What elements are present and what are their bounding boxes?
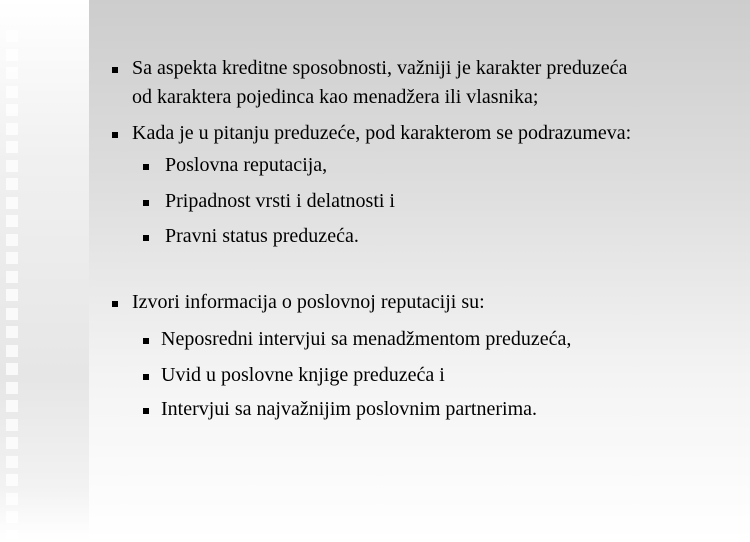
decorative-square — [6, 437, 18, 449]
decorative-square — [6, 30, 18, 42]
decorative-square — [6, 197, 18, 209]
decorative-square — [6, 345, 18, 357]
bullet-item: Izvori informacija o poslovnoj reputaciji su: — [132, 291, 485, 313]
decorative-square — [6, 49, 18, 61]
sub-bullet-item: Pripadnost vrsti i delatnosti i — [165, 190, 395, 212]
bullet-icon — [143, 408, 149, 414]
decorative-square — [6, 419, 18, 431]
sub-bullet-item: Poslovna reputacija, — [165, 154, 328, 176]
decorative-square — [6, 234, 18, 246]
sub-bullet-item: Neposredni intervjui sa menadžmentom preduzeća, — [161, 328, 572, 350]
decorative-square — [6, 104, 18, 116]
bullet-icon — [112, 301, 118, 307]
bullet-icon — [112, 132, 118, 138]
decorative-square — [6, 363, 18, 375]
decorative-square — [6, 308, 18, 320]
decorative-square — [6, 86, 18, 98]
bullet-item: Kada je u pitanju preduzeće, pod karakterom se podrazumeva: — [132, 122, 632, 144]
bullet-icon — [143, 338, 149, 344]
decorative-square — [6, 271, 18, 283]
decorative-square — [6, 493, 18, 505]
decorative-square — [6, 141, 18, 153]
bullet-icon — [143, 374, 149, 380]
decorative-square — [6, 474, 18, 486]
bullet-icon — [143, 235, 149, 241]
decorative-square — [6, 456, 18, 468]
bullet-icon — [143, 200, 149, 206]
decorative-square — [6, 160, 18, 172]
decorative-square — [6, 123, 18, 135]
bullet-icon — [112, 67, 118, 73]
decorative-square — [6, 215, 18, 227]
bullet-item: Sa aspekta kreditne sposobnosti, važniji je karakter preduzeća — [132, 57, 628, 79]
sub-bullet-item: Pravni status preduzeća. — [165, 225, 359, 247]
decorative-square — [6, 67, 18, 79]
bullet-item: od karaktera pojedinca kao menadžera ili vlasnika; — [132, 86, 539, 108]
decorative-square — [6, 178, 18, 190]
bullet-icon — [143, 164, 149, 170]
slide-content-area — [89, 0, 750, 540]
decorative-square — [6, 252, 18, 264]
sub-bullet-item: Intervjui sa najvažnijim poslovnim partnerima. — [161, 398, 538, 420]
decorative-square — [6, 326, 18, 338]
sub-bullet-item: Uvid u poslovne knjige preduzeća i — [161, 364, 445, 386]
decorative-square — [6, 382, 18, 394]
decorative-square — [6, 400, 18, 412]
decorative-square — [6, 511, 18, 523]
decorative-square — [6, 289, 18, 301]
decorative-side-strip — [0, 0, 89, 540]
